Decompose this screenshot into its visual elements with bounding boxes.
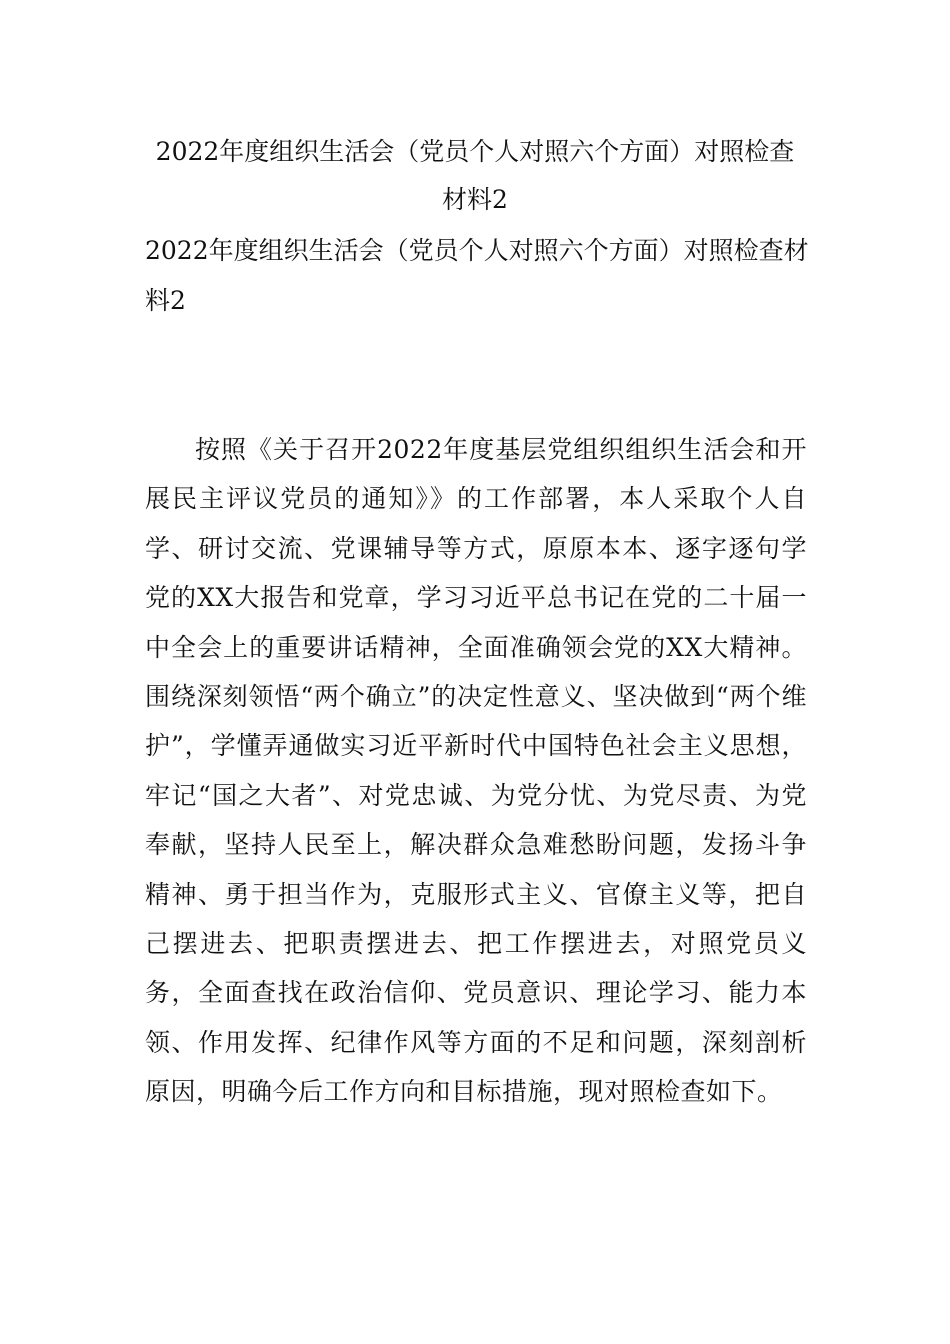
document-title-repeat: 2022年度组织生活会（党员个人对照六个方面）对照检查材料2 (145, 236, 809, 315)
document-title: 2022年度组织生活会（党员个人对照六个方面）对照检查材料2 (155, 137, 795, 214)
intro-paragraph: 按照《关于召开2022年度基层党组织组织生活会和开展民主评议党员的通知》》的工作部署，本人采取个人自学、研讨交流、党课辅导等方式，原原本本、逐字逐句学党的XX大报告和党章，学习习近平总书记在党的二十届一中全会上的重要讲话精神，全面准确领会党的XX大精神。围绕深刻领悟“两个确立”的决定性意义、坚决做到“两个维护”，学懂弄通做实习近平新时代中国特色社会主义思想，牢记“国之大者”、对党忠诚、为党分忧、为党尽责、为党奉献，坚持人民至上，解决群众急难愁盼问题，发扬斗争精神、勇于担当作为，克服形式主义、官僚主义等，把自己摆进去、把职责摆进去、把工作摆进去，对照党员义务，全面查找在政治信仰、党员意识、理论学习、能力本领、作用发挥、纪律作风等方面的不足和问题，深刻剖析原因，明确今后工作方向和目标措施，现对照检查如下。 (145, 435, 807, 1107)
